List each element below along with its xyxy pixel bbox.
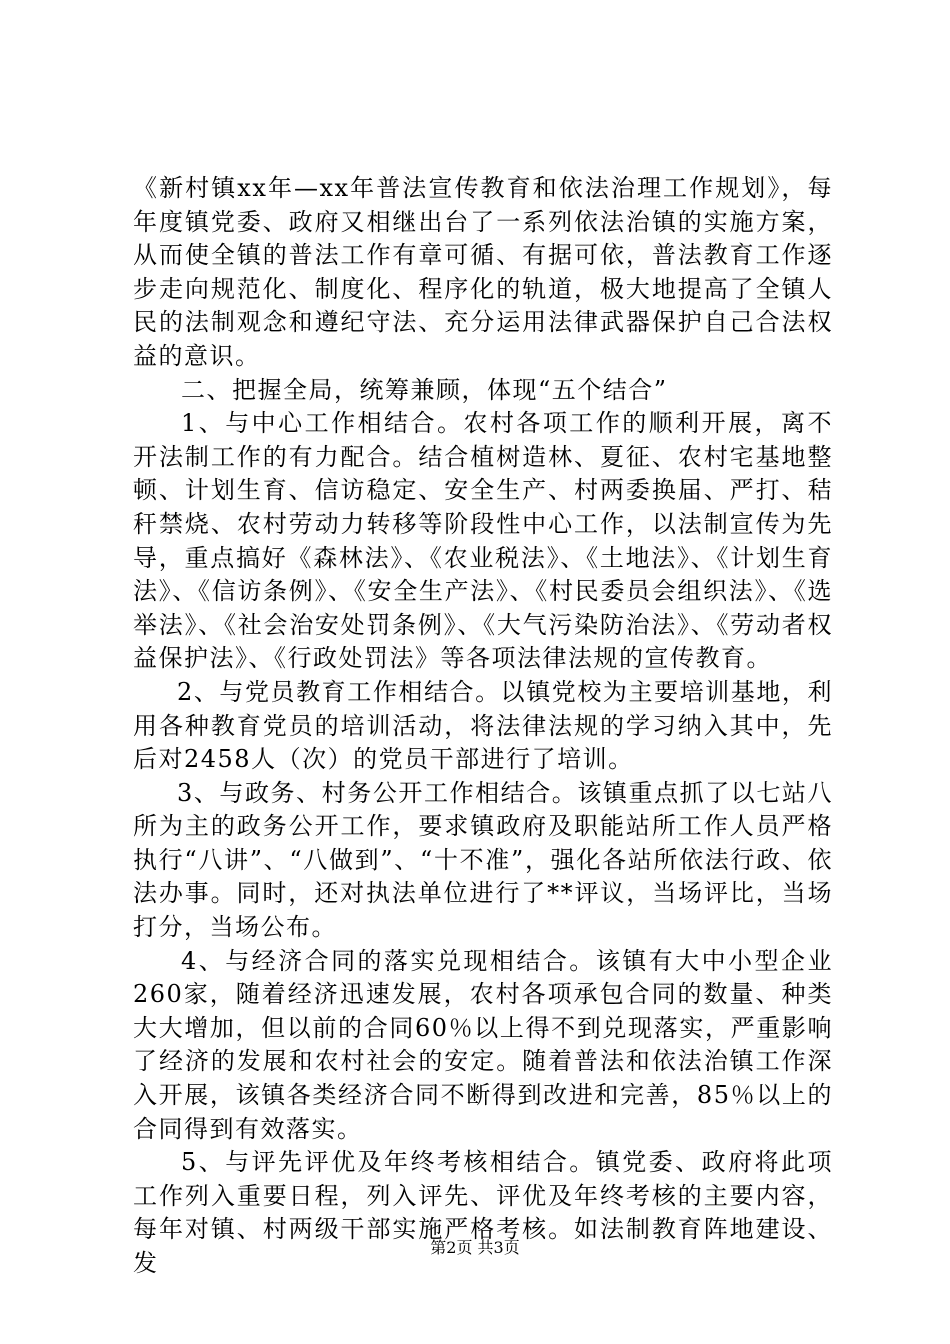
paragraph-item-5: 5、与评先评优及年终考核相结合。镇党委、政府将此项工作列入重要日程，列入评先、评优及年终考核的主要内容，每年对镇、村两级干部实施严格考核。如法制教育阵地建设、发 [133,1148,833,1277]
page-number-footer: 第2页 共3页 [430,1238,520,1257]
paragraph-item-2: 2、与党员教育工作相结合。以镇党校为主要培训基地，利用各种教育党员的培训活动，将法律法规的学习纳入其中，先后对2458人（次）的党员干部进行了培训。 [133,677,833,774]
paragraph-item-4: 4、与经济合同的落实兑现相结合。该镇有大中小型企业260家，随着经济迅速发展，农村各项承包合同的数量、种类大大增加，但以前的合同60％以上得不到兑现落实，严重影响了经济的发展和农村社会的安定。随着普法和依法治镇工作深入开展，该镇各类经济合同不断得到改进和完善，85％以上的合同得到有效落实。 [133,946,833,1143]
paragraph-item-1: 1、与中心工作相结合。农村各项工作的顺利开展，离不开法制工作的有力配合。结合植树造林、夏征、农村宅基地整顿、计划生育、信访稳定、安全生产、村两委换届、严打、秸秆禁烧、农村劳动力转移等阶段性中心工作，以法制宣传为先导，重点搞好《森林法》、《农业税法》、《土地法》、《计划生育法》、《信访条例》、《安全生产法》、《村民委员会组织法》、《选举法》、《社会治安处罚条例》、《大气污染防治法》、《劳动者权益保护法》、《行政处罚法》等各项法律法规的宣传教育。 [133,409,833,673]
paragraph-plan-intro: 《新村镇xx年—xx年普法宣传教育和依法治理工作规划》，每年度镇党委、政府又相继出台了一系列依法治镇的实施方案，从而使全镇的普法工作有章可循、有据可依，普法教育工作逐步走向规范化、制度化、程序化的轨道，极大地提高了全镇人民的法制观念和遵纪守法、充分运用法律武器保护自己合法权益的意识。 [133,174,833,370]
section-heading-five-combinations: 二、把握全局，统筹兼顾，体现“五个结合” [181,375,668,404]
document-body [133,172,833,1281]
paragraph-item-3: 3、与政务、村务公开工作相结合。该镇重点抓了以七站八所为主的政务公开工作，要求镇政府及职能站所工作人员严格执行“八讲”、“八做到”、“十不准”，强化各站所依法行政、依法办事。同时，还对执法单位进行了**评议，当场评比，当场打分，当场公布。 [133,778,833,942]
